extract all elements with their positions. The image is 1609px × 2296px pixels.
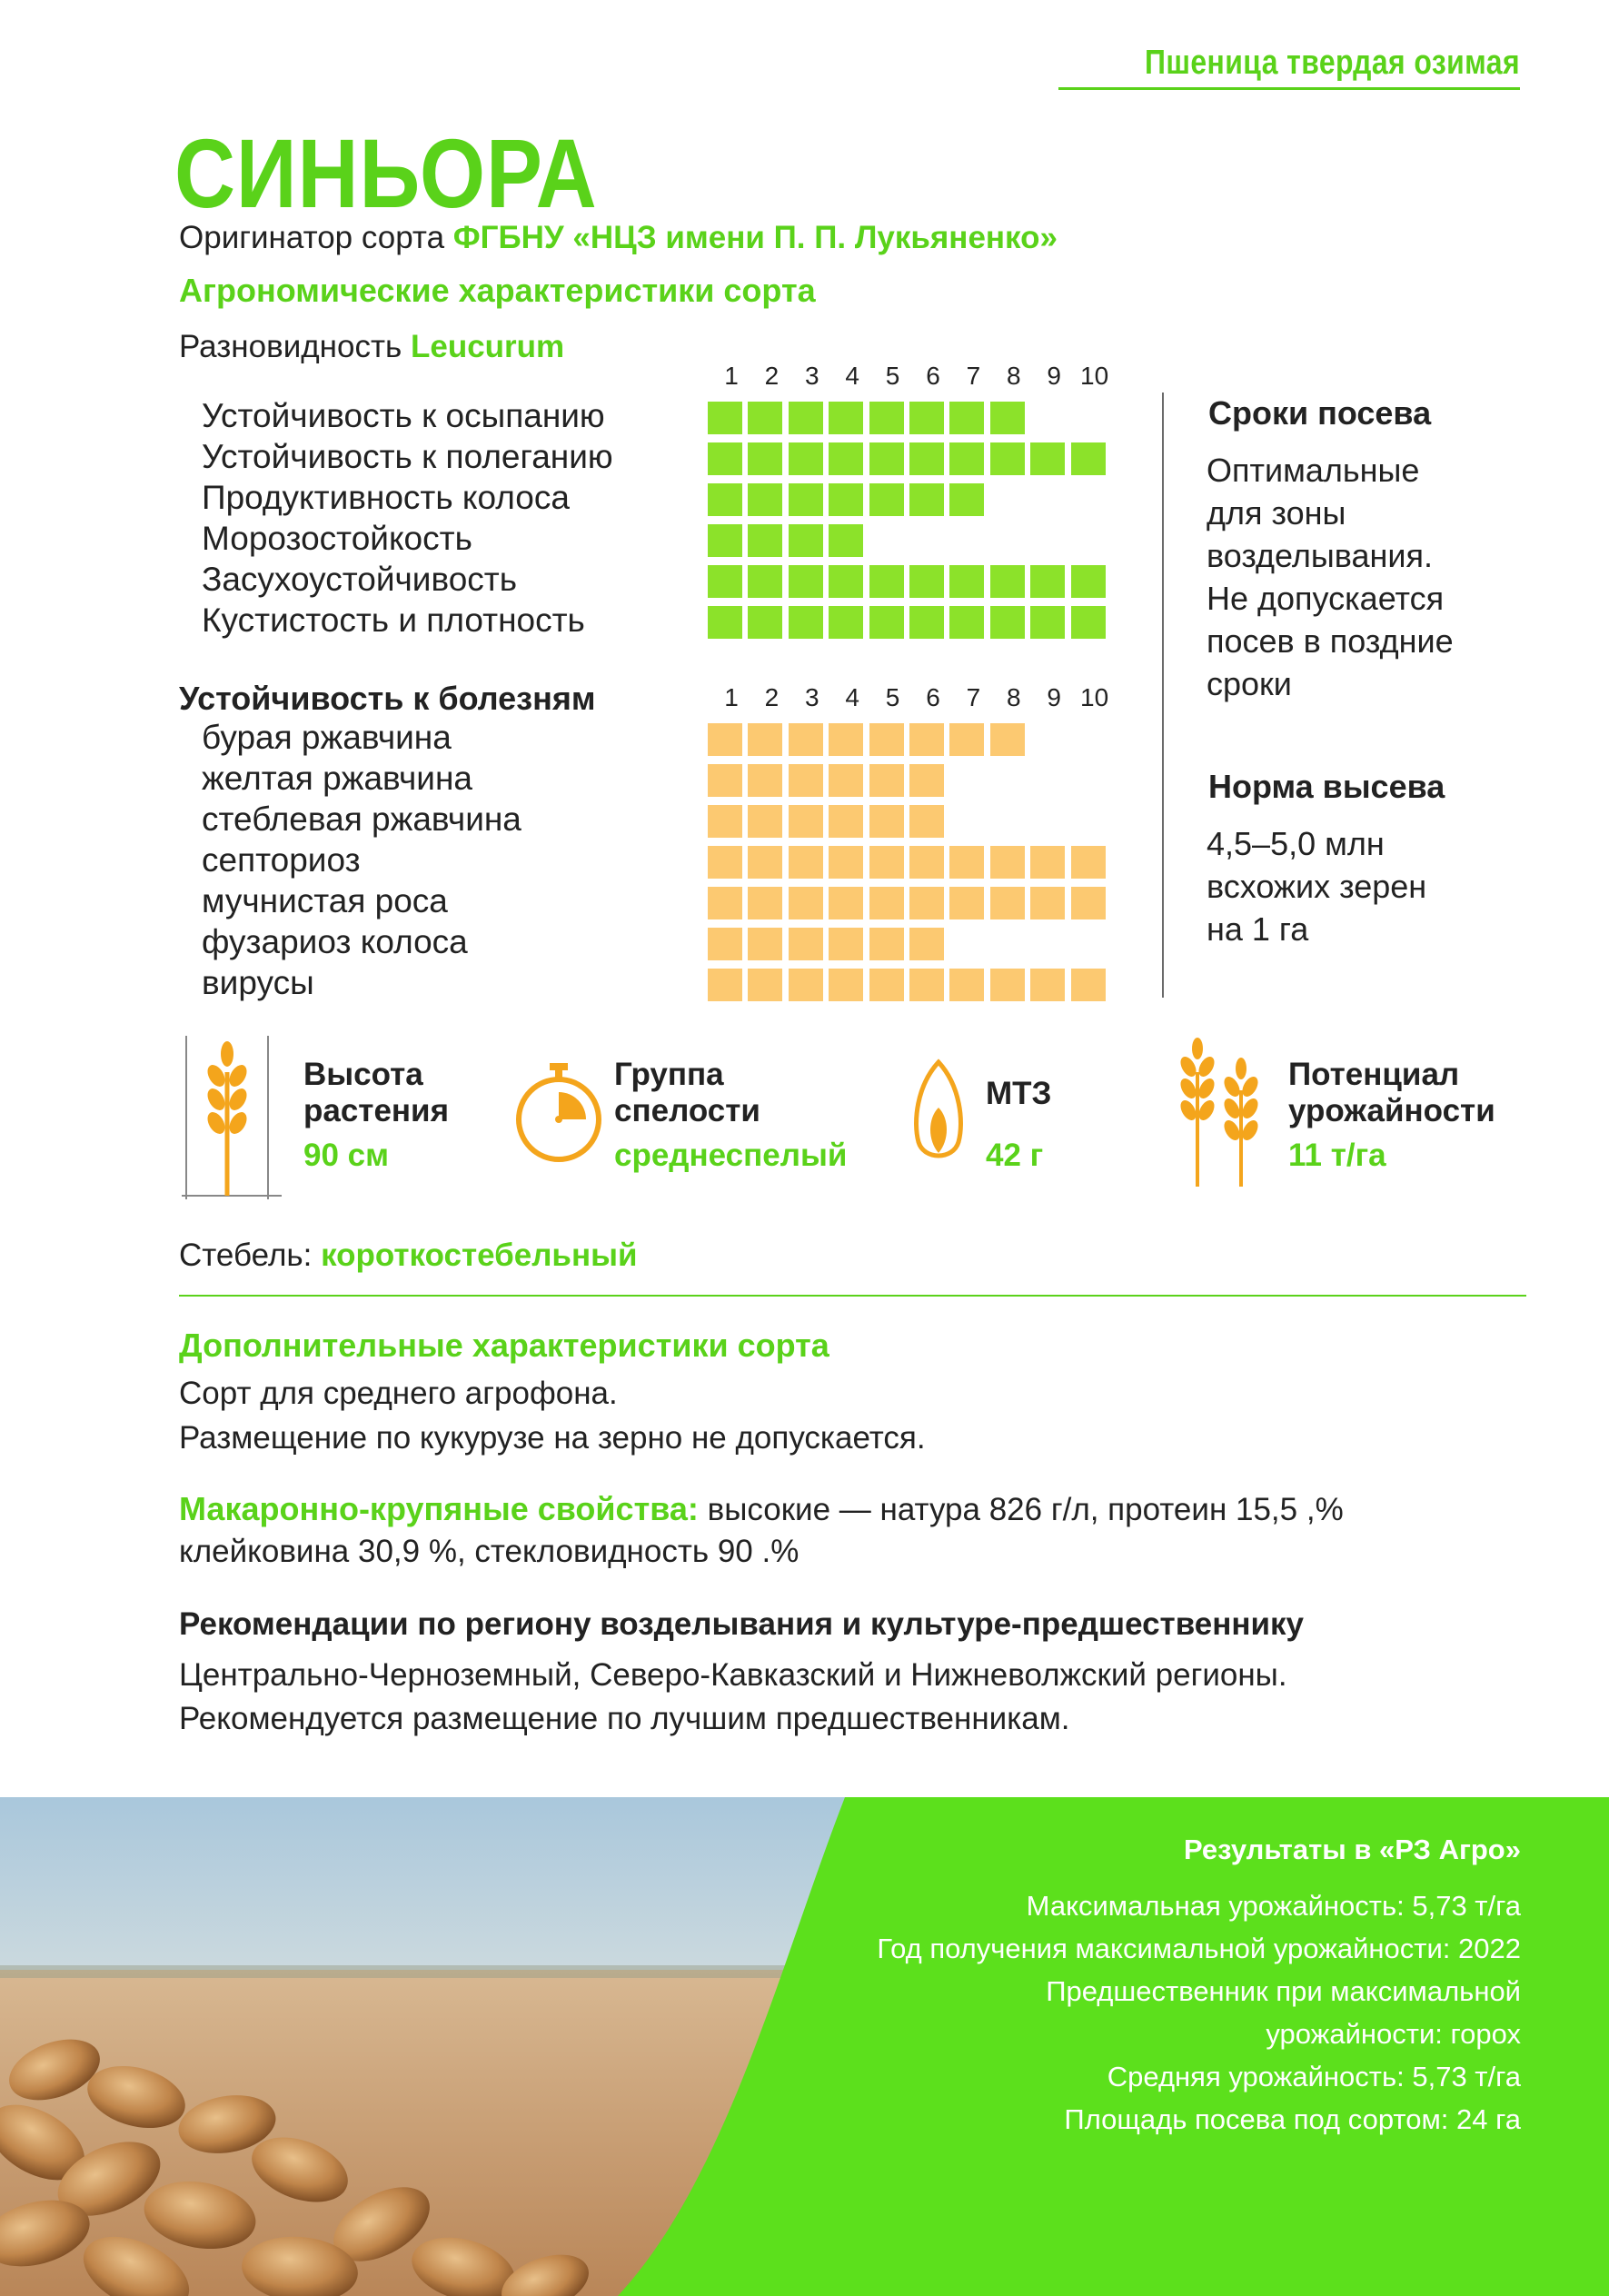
maturity-label-line: спелости — [614, 1093, 760, 1128]
mtz-label: МТЗ — [986, 1076, 1052, 1111]
score-cell — [990, 887, 1025, 919]
score-cell — [748, 887, 782, 919]
trait-label: Продуктивность колоса — [202, 479, 570, 516]
score-cell — [1030, 887, 1065, 919]
results-line: урожайности: горох — [1266, 2018, 1521, 2050]
score-cell — [949, 606, 984, 639]
page-title: СИНЬОРА — [174, 118, 598, 228]
sowing-line: Не допускается — [1207, 580, 1445, 617]
side-divider — [1162, 393, 1164, 998]
score-cell — [829, 846, 863, 879]
score-cell — [869, 887, 904, 919]
score-cell — [990, 606, 1025, 639]
scale-number: 10 — [1080, 362, 1109, 390]
mtz-value: 42 г — [986, 1138, 1044, 1173]
score-cell — [708, 887, 742, 919]
maturity-label-line: Группа — [614, 1057, 724, 1092]
scale-number: 3 — [805, 683, 819, 711]
results-title: Результаты в «РЗ Агро» — [1184, 1834, 1521, 1865]
seeding-text — [1207, 822, 1506, 950]
score-cell — [1071, 887, 1106, 919]
scale-number: 6 — [926, 362, 940, 390]
score-cell — [708, 565, 742, 598]
score-cell — [1030, 606, 1065, 639]
sowing-text — [1207, 449, 1506, 705]
height-label-line: Высота — [303, 1057, 423, 1092]
originator-label: Оригинатор сорта — [179, 220, 445, 255]
score-cell — [829, 723, 863, 756]
score-cell — [789, 764, 823, 797]
scale-number: 8 — [1007, 683, 1021, 711]
stem-value: короткостебельный — [321, 1237, 638, 1273]
score-cell — [748, 723, 782, 756]
sowing-line: посев в поздние — [1207, 622, 1454, 660]
score-cell — [909, 887, 944, 919]
originator-line — [179, 220, 1058, 256]
score-cell — [708, 846, 742, 879]
potential-label — [1288, 1057, 1495, 1129]
score-cell — [949, 969, 984, 1001]
score-cell — [869, 402, 904, 434]
score-cell — [708, 805, 742, 838]
score-cell — [949, 565, 984, 598]
score-cell — [1030, 846, 1065, 879]
region-heading: Рекомендации по региону возделывания и культуре-предшественнику — [179, 1606, 1304, 1642]
score-cell — [909, 483, 944, 516]
score-cell — [829, 887, 863, 919]
score-cell — [789, 928, 823, 960]
score-cell — [748, 442, 782, 475]
score-cell — [829, 402, 863, 434]
score-cell — [1071, 442, 1106, 475]
trait-label: бурая ржавчина — [202, 719, 452, 756]
trait-label: мучнистая роса — [202, 882, 448, 919]
potential-value: 11 т/га — [1288, 1138, 1386, 1173]
score-cell — [829, 805, 863, 838]
score-cell — [748, 402, 782, 434]
pasta-value: высокие — натура 826 г/л, протеин 15,5 ,% — [707, 1492, 1344, 1527]
extra-line: Размещение по кукурузе на зерно не допускается. — [179, 1420, 926, 1456]
trait-label: Засухоустойчивость — [202, 561, 518, 598]
score-cell — [869, 764, 904, 797]
score-cell — [829, 606, 863, 639]
score-cell — [829, 524, 863, 557]
score-cell — [829, 483, 863, 516]
scale-number: 4 — [845, 362, 859, 390]
sowing-line: возделывания. — [1207, 537, 1433, 574]
trait-label: фузариоз колоса — [202, 923, 468, 960]
trait-label: Устойчивость к полеганию — [202, 438, 613, 475]
results-line: Максимальная урожайность: 5,73 т/га — [1026, 1890, 1521, 1922]
score-cell — [1030, 565, 1065, 598]
height-label — [303, 1057, 449, 1129]
score-cell — [1071, 969, 1106, 1001]
score-cell — [708, 764, 742, 797]
scale-number: 2 — [764, 683, 780, 711]
score-cell — [990, 565, 1025, 598]
sowing-line: для зоны — [1207, 494, 1346, 532]
score-cell — [869, 606, 904, 639]
originator-value: ФГБНУ «НЦЗ имени П. П. Лукьяненко» — [452, 220, 1058, 255]
variety-value: Leucurum — [410, 329, 565, 364]
potential-label-line: Потенциал — [1288, 1057, 1460, 1092]
score-cell — [909, 565, 944, 598]
score-cell — [990, 846, 1025, 879]
score-cell — [869, 723, 904, 756]
trait-label: вирусы — [202, 964, 314, 1001]
agro-scale — [711, 362, 1129, 394]
disease-scale — [711, 683, 1129, 716]
results-line: Предшественник при максимальной — [1046, 1975, 1521, 2007]
sowing-line: Оптимальные — [1207, 452, 1420, 489]
score-cell — [708, 606, 742, 639]
score-cell — [949, 483, 984, 516]
score-cell — [909, 402, 944, 434]
score-cell — [990, 723, 1025, 756]
score-cell — [829, 928, 863, 960]
variety-category: Пшеница твердая озимая — [1144, 44, 1520, 82]
scale-number: 6 — [926, 683, 940, 711]
stem-line — [179, 1237, 638, 1274]
score-cell — [1071, 606, 1106, 639]
score-cell — [1071, 565, 1106, 598]
score-cell — [789, 887, 823, 919]
score-cell — [789, 606, 823, 639]
score-cell — [909, 928, 944, 960]
variety-label: Разновидность — [179, 329, 402, 364]
potential-label-line: урожайности — [1288, 1093, 1495, 1128]
score-cell — [909, 442, 944, 475]
trait-label: Кустистость и плотность — [202, 601, 585, 639]
trait-label: Устойчивость к осыпанию — [202, 397, 605, 434]
score-cell — [829, 565, 863, 598]
score-cell — [909, 969, 944, 1001]
scale-number: 10 — [1080, 683, 1109, 711]
results-line: Площадь посева под сортом: 24 га — [1064, 2103, 1521, 2135]
height-value: 90 см — [303, 1138, 390, 1173]
score-cell — [829, 442, 863, 475]
score-cell — [949, 402, 984, 434]
score-cell — [909, 723, 944, 756]
scale-number: 1 — [724, 683, 739, 711]
sowing-heading: Сроки посева — [1208, 394, 1432, 432]
scale-number: 5 — [885, 362, 900, 390]
score-cell — [869, 442, 904, 475]
score-cell — [748, 764, 782, 797]
maturity-value: среднеспелый — [614, 1138, 848, 1173]
seeding-line: на 1 га — [1207, 910, 1309, 948]
scale-number: 1 — [724, 362, 739, 390]
score-cell — [748, 805, 782, 838]
score-cell — [909, 846, 944, 879]
score-cell — [829, 764, 863, 797]
header-underline — [1058, 87, 1520, 90]
score-cell — [708, 928, 742, 960]
score-cell — [789, 969, 823, 1001]
score-cell — [869, 846, 904, 879]
score-cell — [949, 846, 984, 879]
score-cell — [869, 483, 904, 516]
trait-label: стеблевая ржавчина — [202, 800, 521, 838]
score-cell — [748, 969, 782, 1001]
score-cell — [949, 723, 984, 756]
score-cell — [1030, 969, 1065, 1001]
score-cell — [869, 969, 904, 1001]
section-divider — [179, 1295, 1526, 1297]
results-line: Год получения максимальной урожайности: 2022 — [877, 1933, 1521, 1964]
score-cell — [990, 402, 1025, 434]
scale-number: 7 — [966, 362, 981, 390]
stem-label: Стебель: — [179, 1237, 313, 1273]
sowing-line: сроки — [1207, 665, 1292, 702]
pasta-line — [179, 1490, 1344, 1528]
score-cell — [748, 606, 782, 639]
height-label-line: растения — [303, 1093, 449, 1128]
score-cell — [789, 442, 823, 475]
score-cell — [708, 524, 742, 557]
extra-heading: Дополнительные характеристики сорта — [179, 1327, 829, 1364]
wheat-height-icon — [182, 1036, 282, 1199]
region-line: Рекомендуется размещение по лучшим предшественникам. — [179, 1701, 1070, 1736]
score-cell — [829, 969, 863, 1001]
score-cell — [789, 483, 823, 516]
score-cell — [748, 483, 782, 516]
scale-number: 9 — [1047, 362, 1061, 390]
scale-number: 3 — [805, 362, 819, 390]
scale-number: 4 — [845, 683, 859, 711]
scale-number: 9 — [1047, 683, 1061, 711]
score-cell — [789, 565, 823, 598]
score-cell — [708, 402, 742, 434]
score-cell — [748, 524, 782, 557]
score-cell — [748, 846, 782, 879]
variety-line — [179, 329, 564, 365]
score-cell — [869, 565, 904, 598]
scale-number: 7 — [966, 683, 981, 711]
score-cell — [789, 402, 823, 434]
results-line: Средняя урожайность: 5,73 т/га — [1107, 2061, 1521, 2092]
stopwatch-icon — [512, 1063, 606, 1163]
score-cell — [869, 928, 904, 960]
score-cell — [1030, 442, 1065, 475]
scale-number: 8 — [1007, 362, 1021, 390]
score-cell — [869, 805, 904, 838]
region-line: Центрально-Черноземный, Северо-Кавказский и Нижневолжский регионы. — [179, 1657, 1287, 1693]
pasta-line-2: клейковина 30,9 %, стекловидность 90 .% — [179, 1534, 800, 1569]
agro-heading: Агрономические характеристики сорта — [179, 272, 816, 309]
score-cell — [949, 442, 984, 475]
extra-line: Сорт для среднего агрофона. — [179, 1376, 618, 1411]
pasta-label: Макаронно-крупяные свойства: — [179, 1490, 699, 1527]
score-cell — [1071, 846, 1106, 879]
score-cell — [990, 969, 1025, 1001]
disease-heading: Устойчивость к болезням — [179, 680, 596, 717]
scale-number: 5 — [885, 683, 900, 711]
score-cell — [789, 723, 823, 756]
trait-label: желтая ржавчина — [202, 760, 472, 797]
trait-label: септориоз — [202, 841, 361, 879]
trait-label: Морозостойкость — [202, 520, 472, 557]
score-cell — [789, 805, 823, 838]
score-cell — [909, 764, 944, 797]
score-cell — [990, 442, 1025, 475]
score-cell — [909, 606, 944, 639]
score-cell — [789, 524, 823, 557]
maturity-label — [614, 1057, 760, 1129]
score-cell — [789, 846, 823, 879]
score-cell — [748, 928, 782, 960]
score-cell — [708, 442, 742, 475]
seeding-line: всхожих зерен — [1207, 868, 1427, 905]
seeding-heading: Норма высева — [1208, 768, 1445, 805]
score-cell — [708, 969, 742, 1001]
score-cell — [708, 483, 742, 516]
wheat-potential-icon — [1165, 1036, 1270, 1187]
grain-icon — [909, 1059, 968, 1168]
score-cell — [748, 565, 782, 598]
scale-number: 2 — [764, 362, 780, 390]
score-cell — [708, 723, 742, 756]
score-cell — [949, 887, 984, 919]
seeding-line: 4,5–5,0 млн — [1207, 825, 1385, 862]
score-cell — [909, 805, 944, 838]
